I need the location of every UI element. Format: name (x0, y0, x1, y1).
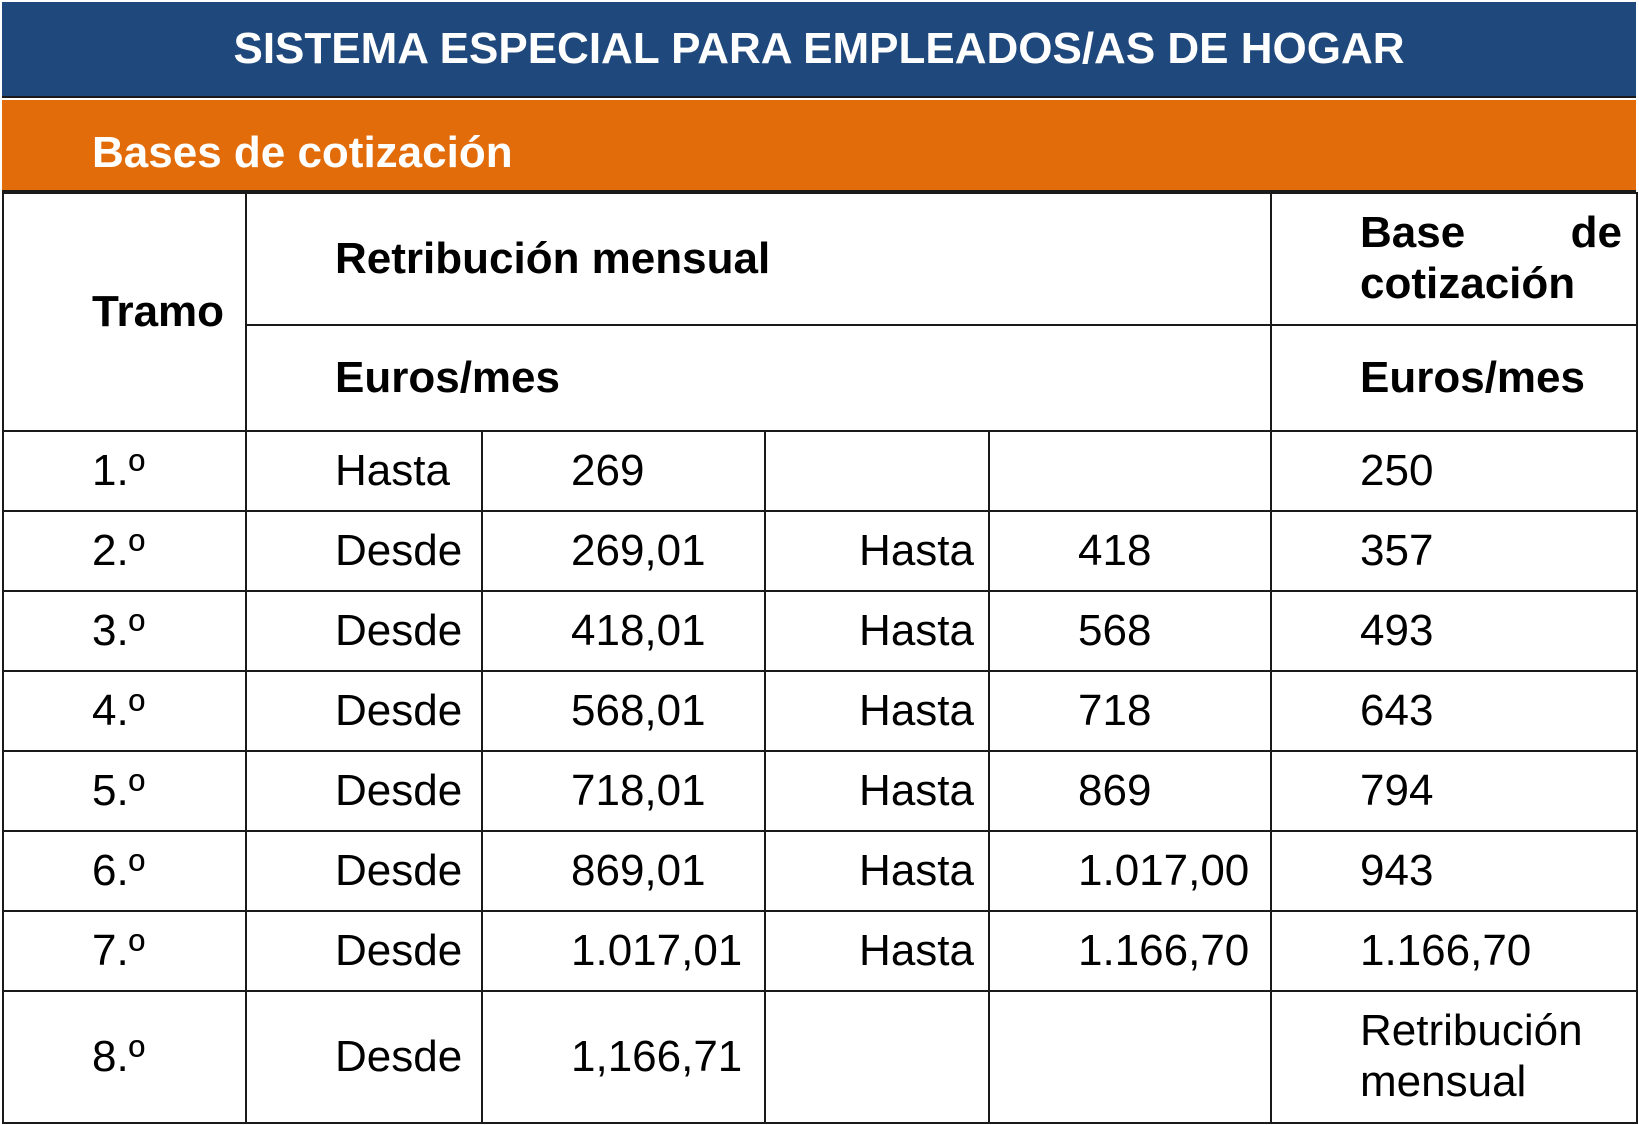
tramo-cell: 3.º (3, 591, 246, 671)
header-row-1 (3, 193, 1637, 325)
desde-label-cell: Hasta (246, 431, 482, 511)
header-cotizacion-word: cotización (1360, 259, 1576, 308)
desde-label-cell: Desde (246, 751, 482, 831)
base-cell: 794 (1271, 751, 1637, 831)
desde-label-cell: Desde (246, 911, 482, 991)
hasta-value-cell: 568 (989, 591, 1271, 671)
hasta-value-cell: 1.017,00 (989, 831, 1271, 911)
hasta-label-cell: Hasta (765, 751, 989, 831)
hasta-value-cell: 869 (989, 751, 1271, 831)
header-tramo: Tramo (3, 193, 246, 431)
base-cell: 643 (1271, 671, 1637, 751)
hasta-label-cell (765, 991, 989, 1123)
header-retribucion-unit: Euros/mes (246, 325, 1271, 431)
table-row (3, 671, 1637, 751)
hasta-label-cell: Hasta (765, 511, 989, 591)
base-cell: 357 (1271, 511, 1637, 591)
base-cell (1271, 991, 1637, 1123)
hasta-value-cell (989, 991, 1271, 1123)
table-row (3, 991, 1637, 1123)
table-row (3, 751, 1637, 831)
desde-value-cell: 269 (482, 431, 765, 511)
table-row (3, 431, 1637, 511)
desde-value-cell: 1,166,71 (482, 991, 765, 1123)
header-base-word: Base (1360, 208, 1466, 258)
hasta-value-cell: 418 (989, 511, 1271, 591)
header-row-2 (3, 325, 1637, 431)
tramo-cell: 6.º (3, 831, 246, 911)
table-subtitle: Bases de cotización (2, 100, 1636, 192)
header-base-unit: Euros/mes (1271, 325, 1637, 431)
base-cell: 250 (1271, 431, 1637, 511)
desde-label-cell: Desde (246, 591, 482, 671)
table-title: SISTEMA ESPECIAL PARA EMPLEADOS/AS DE HOGAR (2, 2, 1636, 98)
desde-value-cell: 718,01 (482, 751, 765, 831)
table-row (3, 591, 1637, 671)
tramo-cell: 2.º (3, 511, 246, 591)
header-retribucion-mensual: Retribución mensual (246, 193, 1271, 325)
header-base-cotizacion (1271, 193, 1637, 325)
base-line-2: mensual (1360, 1057, 1527, 1106)
desde-label-cell: Desde (246, 671, 482, 751)
hasta-label-cell: Hasta (765, 591, 989, 671)
desde-value-cell: 869,01 (482, 831, 765, 911)
desde-label-cell: Desde (246, 991, 482, 1123)
hasta-label-cell: Hasta (765, 671, 989, 751)
tramo-cell: 4.º (3, 671, 246, 751)
tramo-cell: 1.º (3, 431, 246, 511)
base-cell: 493 (1271, 591, 1637, 671)
header-de-word: de (1570, 208, 1622, 258)
hasta-value-cell (989, 431, 1271, 511)
table-row (3, 511, 1637, 591)
tramo-cell: 7.º (3, 911, 246, 991)
table-row (3, 831, 1637, 911)
desde-label-cell: Desde (246, 831, 482, 911)
hasta-label-cell (765, 431, 989, 511)
hasta-value-cell: 1.166,70 (989, 911, 1271, 991)
base-cell: 943 (1271, 831, 1637, 911)
desde-value-cell: 269,01 (482, 511, 765, 591)
hasta-value-cell: 718 (989, 671, 1271, 751)
desde-label-cell: Desde (246, 511, 482, 591)
base-cell: 1.166,70 (1271, 911, 1637, 991)
base-line-1: Retribución (1360, 1006, 1583, 1056)
desde-value-cell: 1.017,01 (482, 911, 765, 991)
table-row (3, 911, 1637, 991)
hasta-label-cell: Hasta (765, 831, 989, 911)
tramo-cell: 8.º (3, 991, 246, 1123)
desde-value-cell: 568,01 (482, 671, 765, 751)
contribution-bases-table (2, 192, 1638, 1124)
tramo-cell: 5.º (3, 751, 246, 831)
desde-value-cell: 418,01 (482, 591, 765, 671)
hasta-label-cell: Hasta (765, 911, 989, 991)
